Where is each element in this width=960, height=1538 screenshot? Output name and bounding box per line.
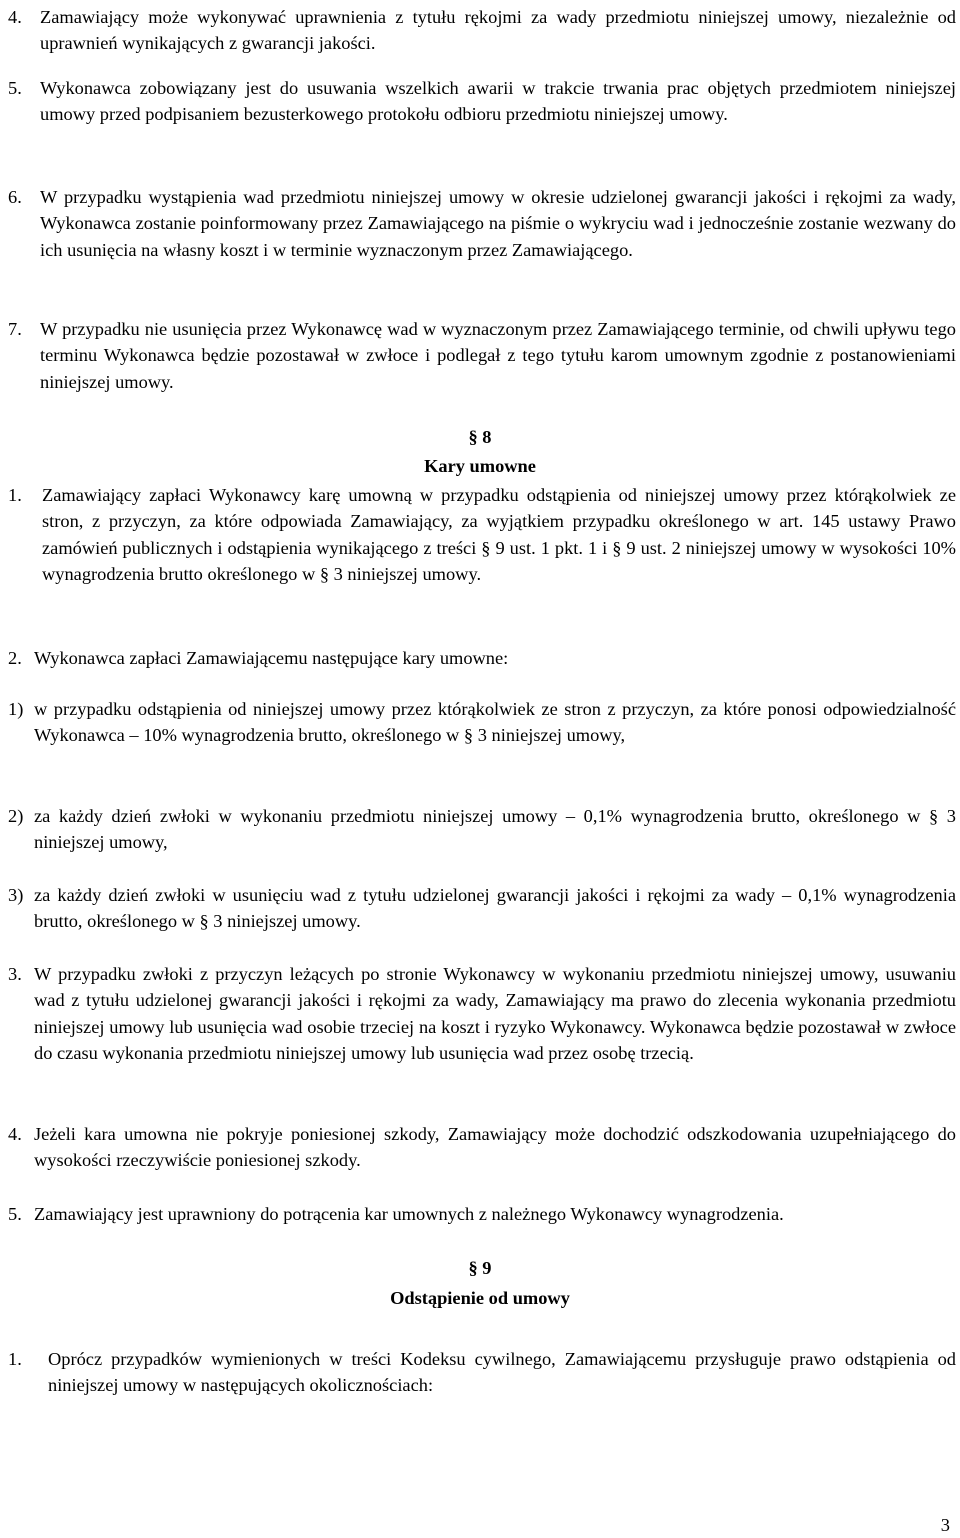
paragraph-number: 3. xyxy=(8,964,22,984)
section-9-paragraph-1 xyxy=(8,1346,956,1399)
section-8-title: Kary umowne xyxy=(424,456,536,476)
paragraph-text: W przypadku zwłoki z przyczyn leżących po stronie Wykonawcy w wykonaniu przedmiotu niniejszej umowy, usuwaniu wad z tytułu udzielonej gwarancji jakości i rękojmi za wady, Zamawiający ma prawo do zlecenia wykonania przedmiotu niniejszej umowy lub usunięcia wad osobie trzeciej na koszt i ryzyko Wykonawcy. Wykonawca będzie pozostawał w zwłoce do czasu wykonania przedmiotu niniejszej umowy lub usunięcia wad przez osobę trzecią. xyxy=(34,964,956,1064)
section-8-paragraph-4 xyxy=(8,1121,956,1174)
paragraph-number: 2. xyxy=(8,648,22,668)
paragraph-text: Wykonawca zapłaci Zamawiającemu następujące kary umowne: xyxy=(34,648,509,668)
item-number: 2) xyxy=(8,806,24,826)
paragraph-text: Zamawiający zapłaci Wykonawcy karę umowną w przypadku odstąpienia od niniejszej umowy przez którąkolwiek ze stron, z przyczyn, za które odpowiada Zamawiający, za wyjątkiem przypadku określonego w art. 145 ustawy Prawo zamówień publicznych i odstąpienia wynikającego z treści § 9 ust. 1 pkt. 1 i § 9 ust. 2 niniejszej umowy w wysokości 10% wynagrodzenia brutto określonego w § 3 niniejszej umowy. xyxy=(42,485,956,585)
section-8-number: § 8 xyxy=(468,427,492,447)
section-8-paragraph-3 xyxy=(8,961,956,1067)
paragraph-number: 6. xyxy=(8,187,22,207)
paragraph-number: 4. xyxy=(8,1124,22,1144)
section-8-paragraph-5 xyxy=(8,1201,956,1227)
page-number: 3 xyxy=(940,1515,950,1535)
paragraph-text: Wykonawca zobowiązany jest do usuwania wszelkich awarii w trakcie trwania prac objętych przedmiotem niniejszej umowy przed podpisaniem bezusterkowego protokołu odbioru przedmiotu niniejszej umowy. xyxy=(40,78,956,125)
item-text: w przypadku odstąpienia od niniejszej umowy przez którąkolwiek ze stron z przyczyn, za które ponosi odpowiedzialność Wykonawca – 10% wynagrodzenia brutto, określonego w § 3 niniejszej umowy, xyxy=(34,699,956,746)
penalty-item-2 xyxy=(8,803,956,856)
paragraph-text: Oprócz przypadków wymienionych w treści Kodeksu cywilnego, Zamawiającemu przysługuje prawo odstąpienia od niniejszej umowy w następujących okolicznościach: xyxy=(48,1349,956,1396)
paragraph-text: Zamawiający jest uprawniony do potrącenia kar umownych z należnego Wykonawcy wynagrodzenia. xyxy=(34,1204,784,1224)
paragraph-number: 4. xyxy=(8,7,22,27)
section-9-number: § 9 xyxy=(468,1258,492,1278)
paragraph-number: 5. xyxy=(8,1204,22,1224)
paragraph-text: W przypadku wystąpienia wad przedmiotu niniejszej umowy w okresie udzielonej gwarancji jakości i rękojmi za wady, Wykonawca zostanie poinformowany przez Zamawiającego na piśmie o wykryciu wad i jednocześnie zostanie wezwany do ich usunięcia na własny koszt i w terminie wyznaczonym przez Zamawiającego. xyxy=(40,187,956,260)
paragraph-number: 1. xyxy=(8,485,22,505)
paragraph-number: 5. xyxy=(8,78,22,98)
penalty-item-1 xyxy=(8,696,956,749)
penalty-item-3 xyxy=(8,882,956,935)
paragraph-6 xyxy=(8,184,956,263)
paragraph-text: Jeżeli kara umowna nie pokryje poniesionej szkody, Zamawiający może dochodzić odszkodowania uzupełniającego do wysokości rzeczywiście poniesionej szkody. xyxy=(34,1124,956,1171)
paragraph-5 xyxy=(8,75,956,128)
item-number: 3) xyxy=(8,885,24,905)
section-8-paragraph-1 xyxy=(8,482,956,588)
paragraph-number: 7. xyxy=(8,319,22,339)
section-8-paragraph-2 xyxy=(8,645,956,671)
item-text: za każdy dzień zwłoki w usunięciu wad z tytułu udzielonej gwarancji jakości i rękojmi za wady – 0,1% wynagrodzenia brutto, określonego w § 3 niniejszej umowy. xyxy=(34,885,956,932)
paragraph-7 xyxy=(8,316,956,395)
paragraph-4 xyxy=(8,4,956,57)
paragraph-text: W przypadku nie usunięcia przez Wykonawcę wad w wyznaczonym przez Zamawiającego terminie, od chwili upływu tego terminu Wykonawca będzie pozostawał w zwłoce i podlegał z tego tytułu karom umownym zgodnie z postanowieniami niniejszej umowy. xyxy=(40,319,956,392)
item-number: 1) xyxy=(8,699,24,719)
section-9-title: Odstąpienie od umowy xyxy=(390,1288,570,1308)
paragraph-text: Zamawiający może wykonywać uprawnienia z tytułu rękojmi za wady przedmiotu niniejszej umowy, niezależnie od uprawnień wynikających z gwarancji jakości. xyxy=(40,7,956,54)
item-text: za każdy dzień zwłoki w wykonaniu przedmiotu niniejszej umowy – 0,1% wynagrodzenia brutto, określonego w § 3 niniejszej umowy, xyxy=(34,806,956,853)
paragraph-number: 1. xyxy=(8,1349,22,1369)
